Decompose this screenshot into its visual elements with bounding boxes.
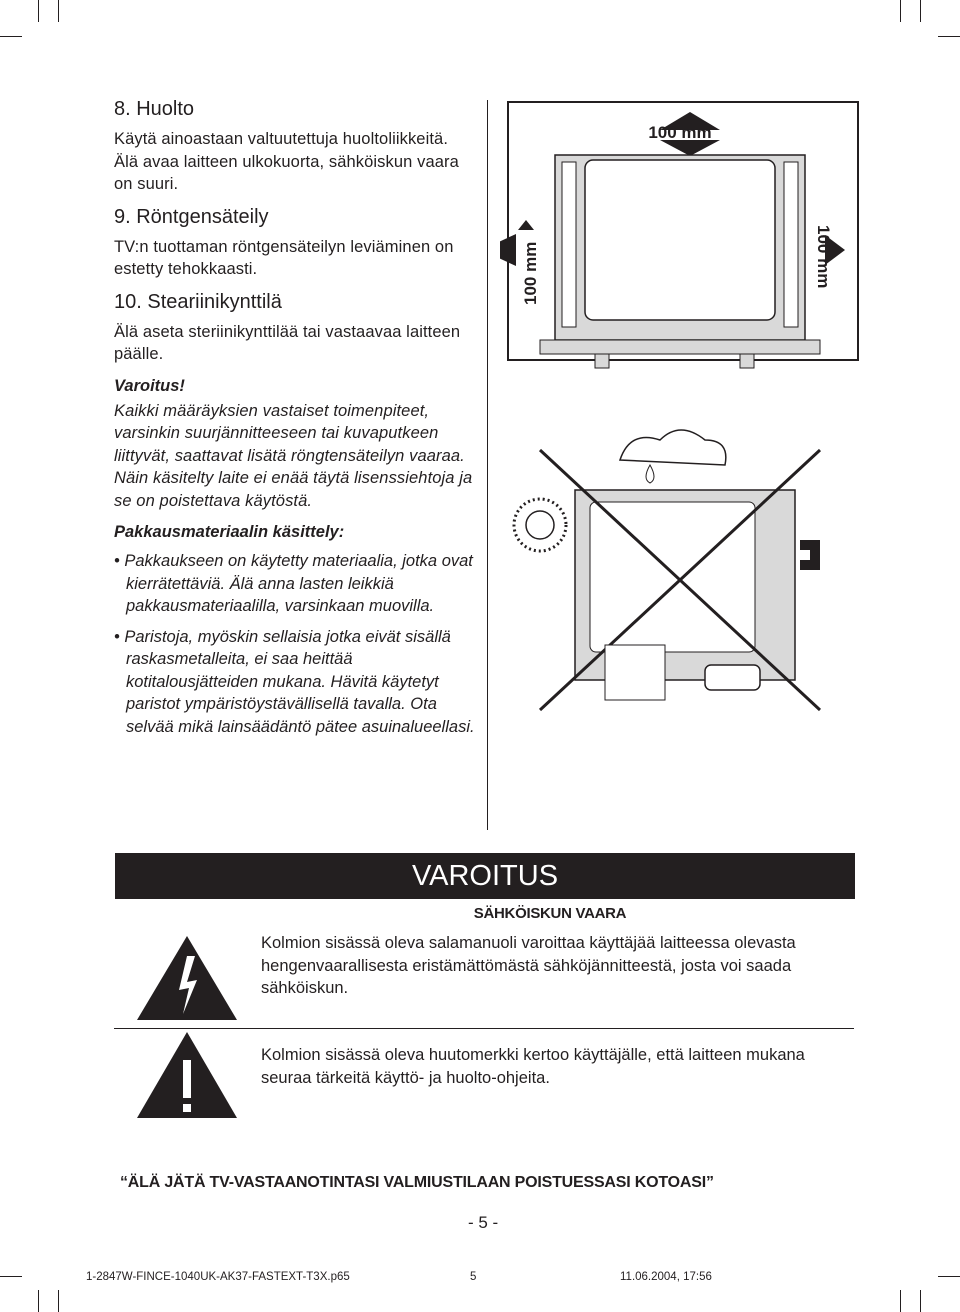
warning-label: Varoitus!	[114, 376, 185, 395]
tv-clearance-diagram	[500, 100, 860, 370]
packaging-label: Pakkausmateriaalin käsittely:	[114, 523, 345, 541]
left-text-column	[114, 96, 476, 746]
crop-mark	[938, 1276, 960, 1277]
packaging-bullet-1: • Pakkaukseen on käytetty materiaalia, jotka ovat kierrätettäviä. Älä anna lasten leikkiä pakkausmateriaalilla, varsinkaan muovilla.	[114, 552, 473, 615]
file-name: 1-2847W-FINCE-1040UK-AK37-FASTEXT-T3X.p65	[86, 1271, 350, 1283]
sun-icon	[514, 499, 566, 551]
cooking-pot-icon	[705, 665, 760, 690]
left-clearance-label: 100 mm	[521, 241, 540, 305]
section-text-rontgen: TV:n tuottaman röntgensäteilyn leviäminen on estetty tehokkaasti.	[114, 237, 454, 278]
crop-mark	[0, 36, 22, 37]
section-text-stear: Älä aseta steriinikynttilää tai vastaavaa laitteen päälle.	[114, 322, 461, 363]
column-divider	[487, 100, 488, 830]
crop-mark	[58, 1290, 59, 1312]
page-number: - 5 -	[468, 1213, 499, 1232]
tv-hazards-diagram	[500, 420, 870, 720]
water-drop-icon	[646, 465, 654, 483]
warning-subheading: SÄHKÖISKUN VAARA	[473, 905, 627, 922]
section-text-huolto: Käytä ainoastaan valtuutettuja huoltoliikkeitä. Älä avaa laitteen ulkokuorta, sähköiskun vaara on suuri.	[114, 130, 459, 193]
cloud-icon	[620, 430, 726, 465]
crop-mark	[938, 36, 960, 37]
lightning-warning-text: Kolmion sisässä oleva salamanuoli varoittaa käyttäjää laitteessa olevasta hengenvaarallisesta eristämättömästä sähköjännitteestä, josta voi saada sähköiskun.	[261, 934, 796, 997]
section-title-huolto: 8. Huolto	[114, 98, 195, 120]
crop-mark	[58, 0, 59, 22]
standby-note: “ÄLÄ JÄTÄ TV-VASTAANOTINTASI VALMIUSTILAAN POISTUESSASI KOTOASI”	[120, 1174, 714, 1191]
crop-mark	[38, 1290, 39, 1312]
top-clearance-label: 100 mm	[648, 123, 712, 142]
crop-mark	[900, 1290, 901, 1312]
crop-mark	[0, 1276, 22, 1277]
packaging-bullet-2: • Paristoja, myöskin sellaisia jotka eivät sisällä raskasmetalleita, ei saa heittää kotitalousjätteiden mukana. Hävitä käytetyt paristot ympäristöystävällisellä tavalla. Ota selvää mikä lainsäädäntö pätee asuinalueellasi.	[114, 627, 475, 736]
page-ref: 5	[470, 1271, 477, 1283]
crop-mark	[920, 1290, 921, 1312]
warning-text: Kaikki määräyksien vastaiset toimenpiteet, varsinkin suurjännitteeseen tai kuvaputkeen liittyvät, saattavat lisätä röngtensäteilyn vaaraa. Näin käsitelty laite ei enää täytä lisenssiehtoja ja se on poistettava käytöstä.	[114, 401, 473, 510]
warning-heading: VAROITUS	[115, 853, 855, 899]
radiator-icon	[605, 645, 665, 700]
date-time: 11.06.2004, 17:56	[620, 1271, 712, 1283]
exclamation-triangle-icon	[135, 1030, 239, 1120]
section-title-stear: 10. Steariinikynttilä	[114, 290, 282, 313]
right-clearance-label: 100 mm	[814, 225, 833, 289]
exclamation-warning-text: Kolmion sisässä oleva huutomerkki kertoo käyttäjälle, että laitteen mukana seuraa tärkeitä käyttö- ja huolto-ohjeita.	[261, 1046, 805, 1087]
warning-divider	[114, 1028, 854, 1029]
section-title-rontgen: 9. Röntgensäteily	[114, 205, 269, 228]
left-arrow-icon	[500, 234, 516, 266]
crop-mark	[920, 0, 921, 22]
crop-mark	[38, 0, 39, 22]
magnet-icon	[800, 540, 820, 570]
lightning-triangle-icon	[135, 934, 239, 1022]
crop-mark	[900, 0, 901, 22]
